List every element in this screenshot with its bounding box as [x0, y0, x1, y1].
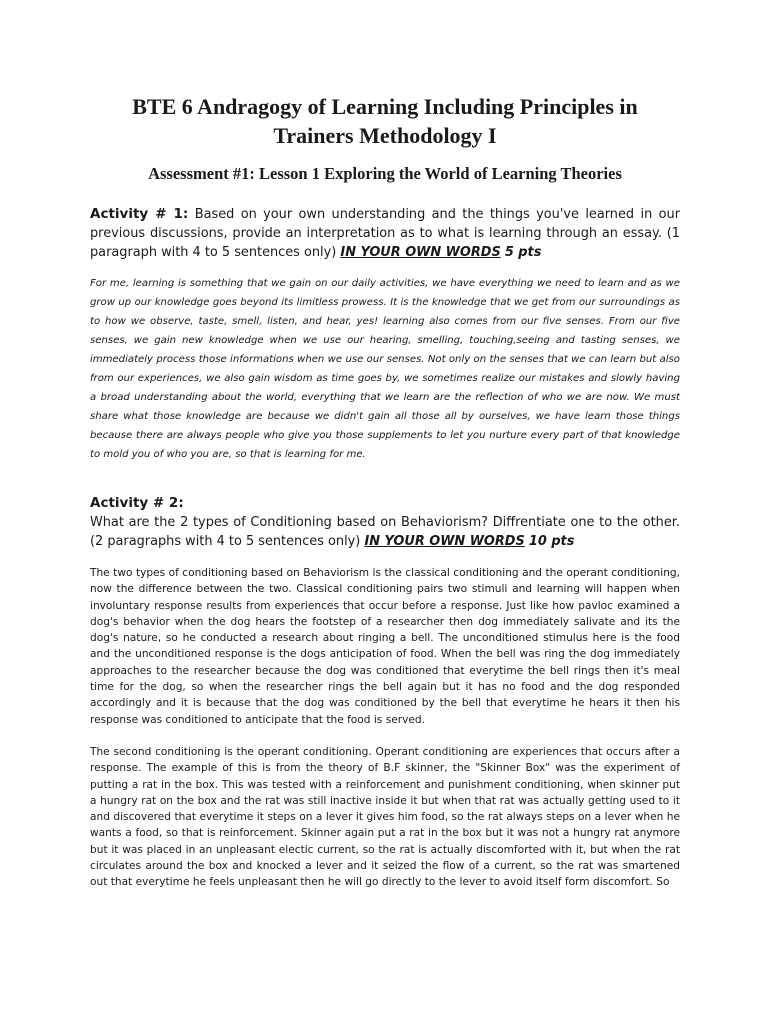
activity-2-instructions: What are the 2 types of Conditioning based on Behaviorism? Diffrentiate one to the other. (2 paragraphs with 4 to 5 sentences only) [90, 515, 680, 549]
activity-2-answer-paragraph-1: The two types of conditioning based on Behaviorism is the classical conditioning and the operant conditioning, now the difference between the two. Classical conditioning pairs two stimuli and learning will happen when involuntary response results from experiences that occur before a response. Just like how pavloc examined a dog's behavior when the dog hears the footstep of a researcher then dog immediately salivate and its the dog's nature, so he conducted a research about ringing a bell. The unconditioned stimulus here is the food and the unconditioned response is the dogs anticipation of food. When the bell was ring the dog immediately approaches to the researcher because the dog was conditioned that everytime the bell rings then it's meal time for the dog, so when the researcher rings the bell again but it has no food and the dog responded accordingly and it is because that the dog was conditioned by the bell that everytime he hears it then his response was conditioned to anticipate that the food is served. [90, 567, 680, 726]
activity-1-points: 5 pts [504, 245, 542, 260]
activity-1-instructions: Based on your own understanding and the things you've learned in our previous discussions, provide an interpretation as to what is learning through an essay. (1 paragraph with 4 to 5 sentences only) [90, 207, 680, 260]
activity-1-answer: For me, learning is something that we gain on our daily activities, we have everything we need to learn and as we grow up our knowledge goes beyond its limitless prowess. It is the knowledge that we get from our surroundings as to how we observe, taste, smell, listen, and hear, yes! learning also comes from our five senses. From our five senses, we gain new knowledge when we use our hearing, smelling, touching,seeing and tasting senses, we immediately process those informations when we use our senses. Not only on the senses that we can learn but also from our experiences, we also gain wisdom as time goes by, we sometimes realize our mistakes and slowly having a broad understanding about the world, everything that we learn are the reflection of who we are now. We must share what those knowledge are because we didn't gain all those all by ourselves, we have learn those things because there are always people who give you those supplements to let you nurture every part of that knowledge to mold you of who you are, so that is learning for me. [90, 278, 680, 460]
activity-2-points: 10 pts [528, 534, 575, 549]
activity-2-prompt [90, 513, 680, 551]
activity-1-emphasis: IN YOUR OWN WORDS [340, 245, 501, 260]
activity-2-label: Activity # 2: [90, 495, 184, 511]
activity-2-answer-paragraph-2: The second conditioning is the operant conditioning. Operant conditioning are experiences that occurs after a response. The example of this is from the theory of B.F skinner, the "Skinner Box" was the experiment of putting a rat in the box. This was tested with a reinforcement and punishment conditioning, when skinner put a hungry rat on the box and the rat was still inactive inside it but when that rat was actually getting used to it and discovered that everytime it steps on a lever it gives him food, so the rat always steps on a lever when he wants a food, so that is reinforcement. Skinner again put a rat in the box but it was not a hungry rat anymore but it was placed in an unpleasant electic current, so the rat is actually discomforted with it, but when the rat circulates around the box and knocked a lever and it seized the flow of a current, so the rat was smartened out that everytime he feels unpleasant then he will go directly to the lever to avoid itself form discomfort. So [90, 745, 680, 889]
activity-1-prompt [90, 205, 680, 262]
activity-2-emphasis: IN YOUR OWN WORDS [364, 534, 525, 549]
document-title: BTE 6 Andragogy of Learning Including Principles in Trainers Methodology I [132, 94, 638, 148]
activity-1-label: Activity # 1: [90, 206, 189, 222]
assessment-subtitle: Assessment #1: Lesson 1 Exploring the World of Learning Theories [148, 164, 622, 183]
activity-1-section [90, 205, 680, 464]
activity-2-section [90, 494, 680, 891]
